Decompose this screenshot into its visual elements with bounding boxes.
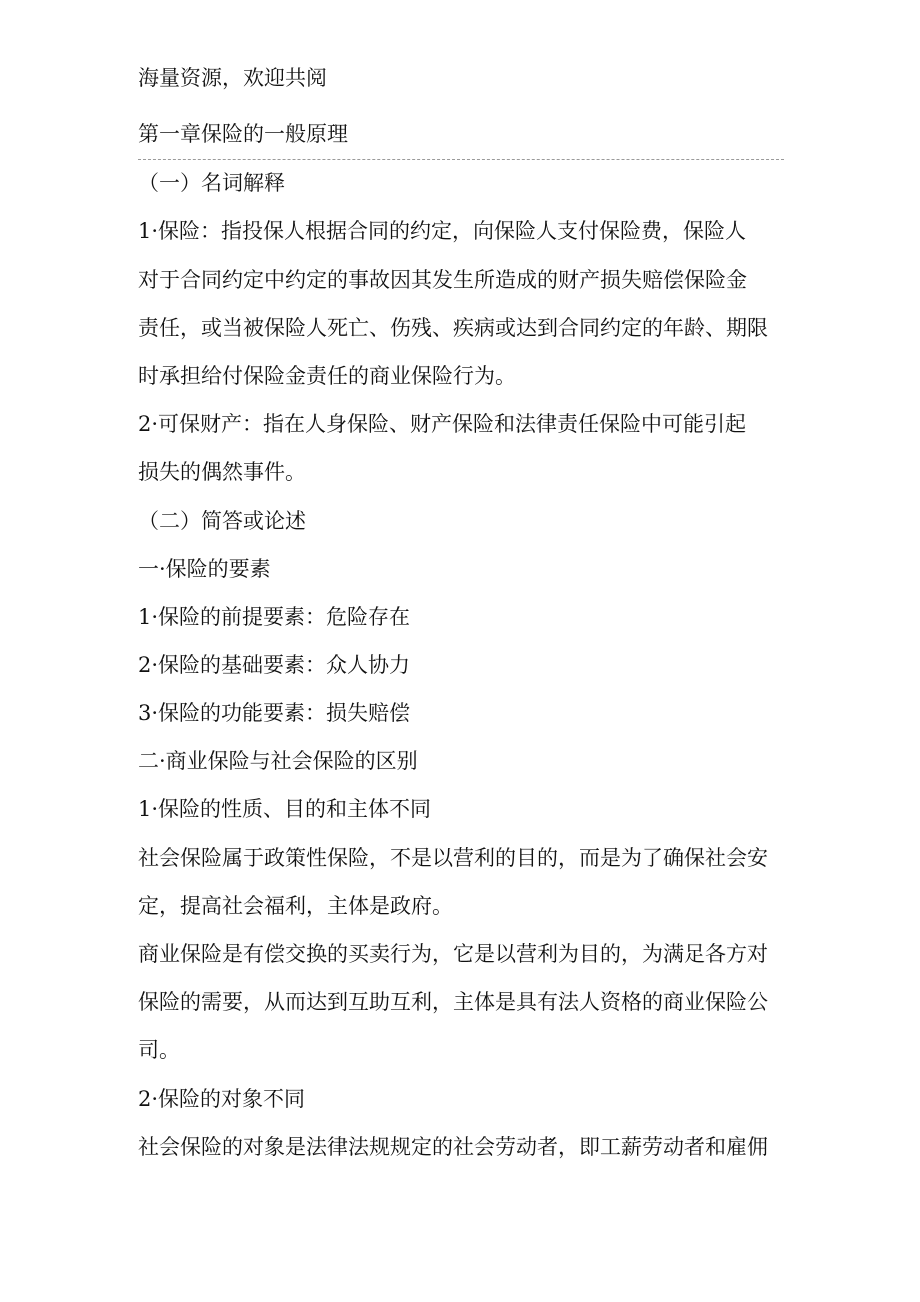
- chapter-title: 第一章保险的一般原理: [138, 122, 348, 146]
- paragraph-line: 保险的需要，从而达到互助互利，主体是具有法人资格的商业保险公: [138, 990, 768, 1014]
- section-heading-terms: （一）名词解释: [138, 171, 285, 195]
- header-divider: [138, 159, 784, 160]
- paragraph-line: 社会保险的对象是法律法规规定的社会劳动者，即工薪劳动者和雇佣: [138, 1135, 768, 1159]
- definition-insurance-line-4: 时承担给付保险金责任的商业保险行为。: [138, 364, 516, 388]
- point-1-title: 1·保险的性质、目的和主体不同: [138, 797, 432, 821]
- list-item: 3·保险的功能要素：损失赔偿: [138, 701, 411, 725]
- question-2-title: 二·商业保险与社会保险的区别: [138, 749, 418, 773]
- definition-insurable-line-1: 2·可保财产：指在人身保险、财产保险和法律责任保险中可能引起: [138, 412, 747, 436]
- paragraph-line: 商业保险是有偿交换的买卖行为，它是以营利为目的，为满足各方对: [138, 942, 768, 966]
- list-item: 2·保险的基础要素：众人协力: [138, 653, 411, 677]
- question-1-title: 一·保险的要素: [138, 557, 271, 581]
- paragraph-line: 司。: [138, 1038, 180, 1062]
- definition-insurance-line-1: 1·保险：指投保人根据合同的约定，向保险人支付保险费，保险人: [138, 219, 747, 243]
- section-heading-questions: （二）简答或论述: [138, 509, 306, 533]
- paragraph-line: 社会保险属于政策性保险，不是以营利的目的，而是为了确保社会安: [138, 846, 768, 870]
- paragraph-line: 定，提高社会福利，主体是政府。: [138, 894, 453, 918]
- definition-insurance-line-2: 对于合同约定中约定的事故因其发生所造成的财产损失赔偿保险金: [138, 268, 747, 292]
- banner-text: 海量资源，欢迎共阅: [138, 66, 327, 90]
- definition-insurance-line-3: 责任，或当被保险人死亡、伤残、疾病或达到合同约定的年龄、期限: [138, 316, 768, 340]
- definition-insurable-line-2: 损失的偶然事件。: [138, 460, 306, 484]
- list-item: 1·保险的前提要素：危险存在: [138, 605, 411, 629]
- point-2-title: 2·保险的对象不同: [138, 1087, 306, 1111]
